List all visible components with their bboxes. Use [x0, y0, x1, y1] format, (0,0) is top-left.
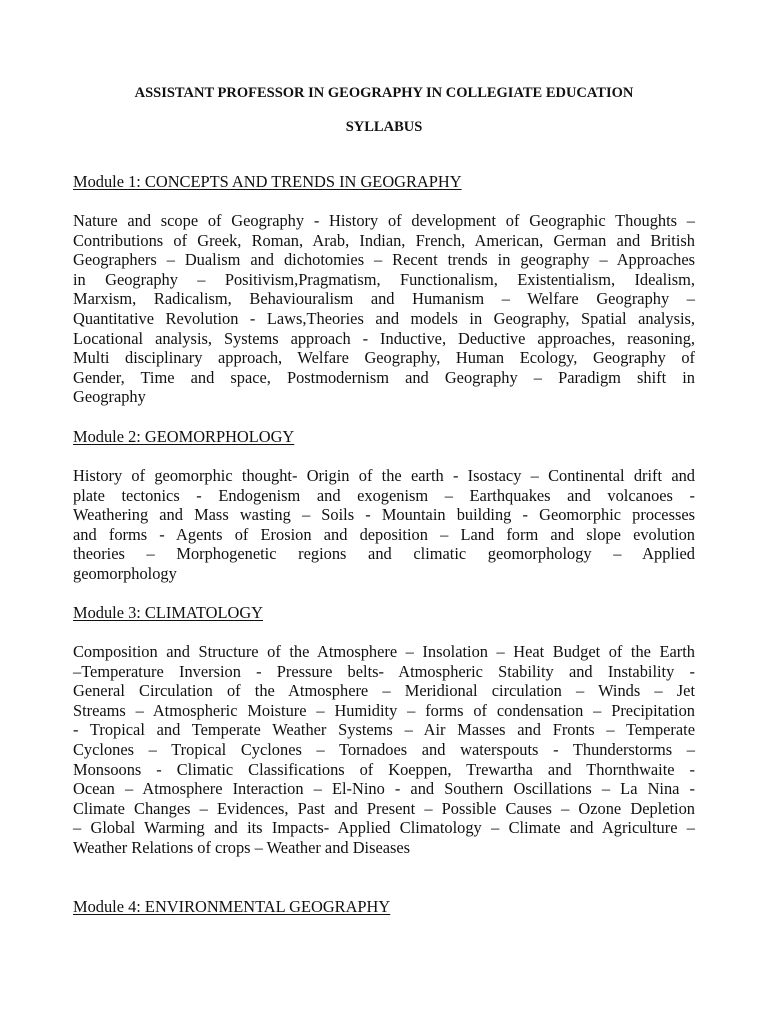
- text-line: Contributions of Greek, Roman, Arab, Indian, French, American, German and British: [73, 230, 695, 250]
- text-line: Ocean – Atmosphere Interaction – El-Nino - and Southern Oscillations – La Nina -: [73, 779, 695, 799]
- text-line: Weather Relations of crops – Weather and Diseases: [73, 837, 411, 857]
- text-line: and forms - Agents of Erosion and deposition – Land form and slope evolution: [73, 524, 695, 544]
- document-title: ASSISTANT PROFESSOR IN GEOGRAPHY IN COLLEGIATE EDUCATION: [134, 85, 634, 101]
- text-line: Composition and Structure of the Atmosphere – Insolation – Heat Budget of the Earth: [73, 642, 695, 661]
- text-line: Multi disciplinary approach, Welfare Geography, Human Ecology, Geography of: [73, 348, 695, 368]
- module-1-heading: Module 1: CONCEPTS AND TRENDS IN GEOGRAPHY: [73, 172, 462, 191]
- text-line: Locational analysis, Systems approach - Inductive, Deductive approaches, reasoning,: [73, 328, 695, 348]
- text-line: Quantitative Revolution - Laws,Theories and models in Geography, Spatial analysis,: [73, 308, 695, 328]
- module-2-heading: Module 2: GEOMORPHOLOGY: [73, 427, 295, 446]
- text-line: Gender, Time and space, Postmodernism and Geography – Paradigm shift in: [73, 367, 695, 387]
- text-line: Streams – Atmospheric Moisture – Humidity – forms of condensation – Precipitation: [73, 700, 695, 720]
- text-line: plate tectonics - Endogenism and exogenism – Earthquakes and volcanoes -: [73, 485, 695, 505]
- module-3-heading: Module 3: CLIMATOLOGY: [73, 603, 264, 622]
- text-line: - Tropical and Temperate Weather Systems – Air Masses and Fronts – Temperate: [73, 720, 695, 740]
- text-line: Marxism, Radicalism, Behaviouralism and Humanism – Welfare Geography –: [73, 289, 695, 309]
- text-line: Monsoons - Climatic Classifications of Koeppen, Trewartha and Thornthwaite -: [73, 759, 695, 779]
- text-line: Climate Changes – Evidences, Past and Present – Possible Causes – Ozone Depletion: [73, 798, 695, 818]
- text-line: Geographers – Dualism and dichotomies – Recent trends in geography – Approaches: [73, 250, 695, 270]
- module-1-body: [73, 211, 695, 407]
- module-2-body: [73, 466, 695, 584]
- text-line: in Geography – Positivism,Pragmatism, Functionalism, Existentialism, Idealism,: [73, 269, 695, 289]
- text-line: geomorphology: [73, 563, 177, 583]
- document-subtitle: SYLLABUS: [345, 119, 423, 135]
- text-line: –Temperature Inversion - Pressure belts- Atmospheric Stability and Instability -: [73, 661, 695, 681]
- module-3-body: [73, 642, 695, 858]
- text-line: Nature and scope of Geography - History of development of Geographic Thoughts –: [73, 211, 695, 230]
- text-line: History of geomorphic thought- Origin of the earth - Isostacy – Continental drift and: [73, 466, 695, 485]
- text-line: – Global Warming and its Impacts- Applied Climatology – Climate and Agriculture –: [73, 818, 695, 838]
- text-line: Cyclones – Tropical Cyclones – Tornadoes and waterspouts - Thunderstorms –: [73, 739, 695, 759]
- text-line: Weathering and Mass wasting – Soils - Mountain building - Geomorphic processes: [73, 505, 695, 525]
- text-line: General Circulation of the Atmosphere – Meridional circulation – Winds – Jet: [73, 681, 695, 701]
- module-4-heading: Module 4: ENVIRONMENTAL GEOGRAPHY: [73, 897, 391, 916]
- text-line: theories – Morphogenetic regions and climatic geomorphology – Applied: [73, 544, 695, 564]
- text-line: Geography: [73, 387, 146, 407]
